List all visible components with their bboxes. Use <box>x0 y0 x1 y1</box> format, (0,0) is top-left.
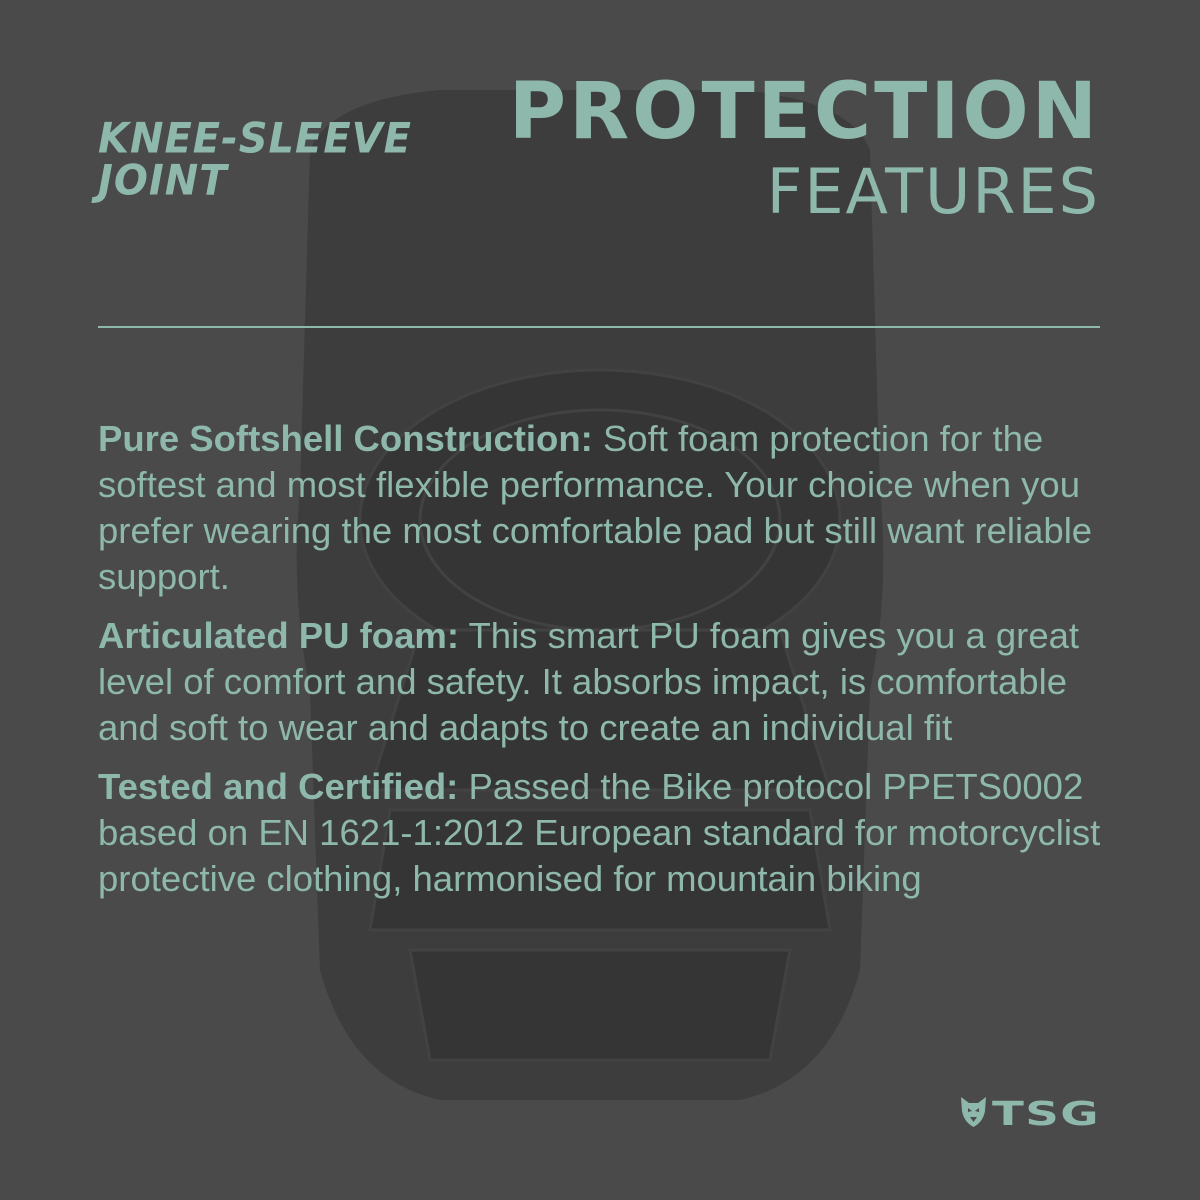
feature-list <box>98 416 1108 915</box>
tsg-logo <box>958 1093 1103 1129</box>
subtitle-line-1: KNEE-SLEEVE <box>98 114 412 164</box>
title-bold: PROTECTION <box>508 67 1100 157</box>
feature-title: Tested and Certified: <box>98 766 459 807</box>
wolf-head-icon <box>961 1097 986 1127</box>
feature-text: Soft foam protection for the softest and most flexible performance. Your choice when you prefer wearing the most comfortable pad but still want reliable support. <box>98 418 1093 597</box>
product-subtitle <box>98 114 412 206</box>
logo-text: TSG <box>992 1094 1100 1129</box>
feature-item <box>98 416 1108 600</box>
feature-title: Pure Softshell Construction: <box>98 418 593 459</box>
subtitle-line-2: JOINT <box>98 156 228 206</box>
feature-text: Passed the Bike protocol PPETS0002 based on EN 1621-1:2012 European standard for motorcyclist protective clothing, harmonised for mountain biking <box>98 766 1101 899</box>
feature-item <box>98 764 1108 902</box>
divider <box>98 326 1100 328</box>
feature-title: Articulated PU foam: <box>98 615 459 656</box>
feature-item <box>98 613 1108 751</box>
page-title <box>508 67 1100 230</box>
feature-text: This smart PU foam gives you a great level of comfort and safety. It absorbs impact, is comfortable and soft to wear and adapts to create an individual fit <box>98 615 1080 748</box>
title-light: FEATURES <box>766 155 1100 228</box>
